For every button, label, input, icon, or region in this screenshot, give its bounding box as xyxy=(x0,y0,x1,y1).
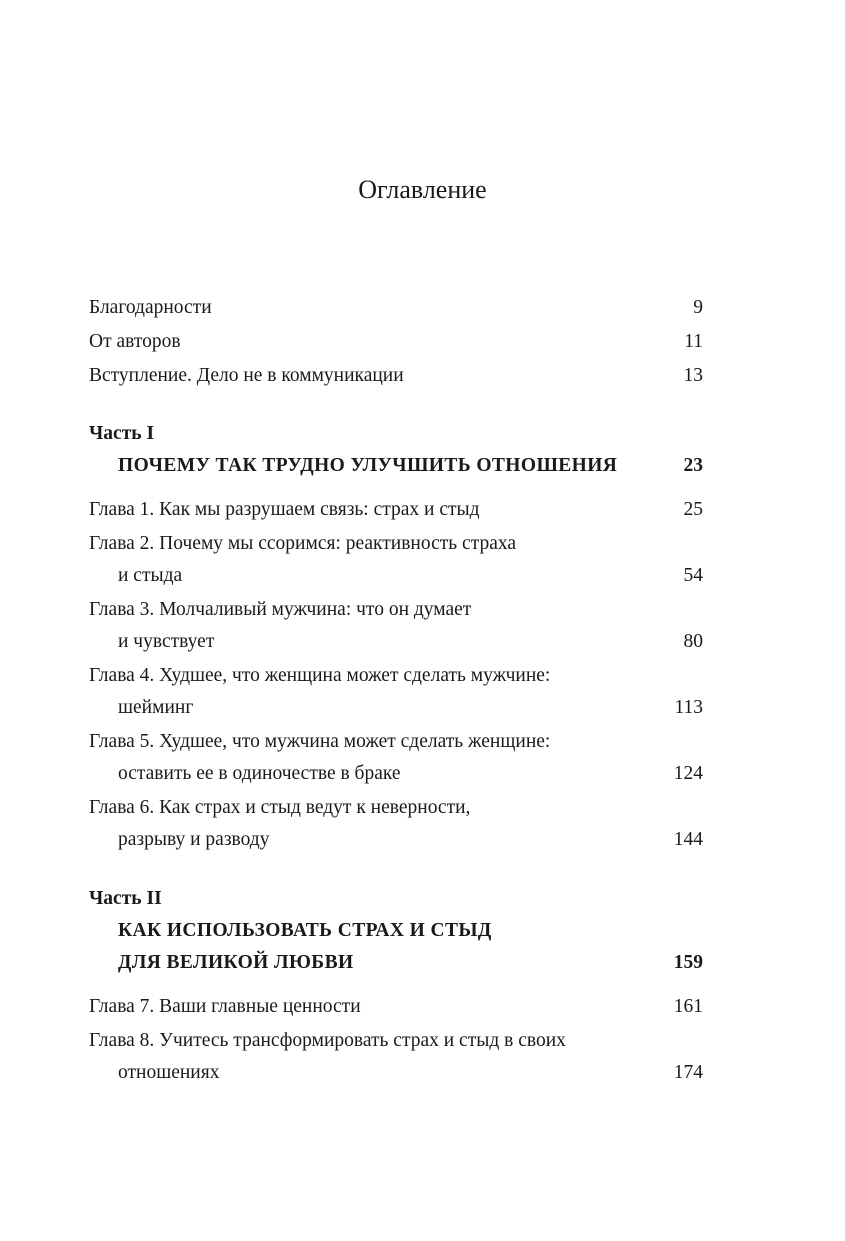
part-label: Часть II xyxy=(89,888,162,909)
chapter-title: Глава 2. Почему мы ссоримся: реактивность страха xyxy=(89,533,517,554)
toc-chapter-3-continued[interactable] xyxy=(89,629,703,655)
page-title: Оглавление xyxy=(358,175,487,204)
toc-entry-label: Благодарности xyxy=(89,297,212,318)
chapter-title: Глава 5. Худшее, что мужчина может сделать женщине: xyxy=(89,731,551,752)
toc-chapter-6[interactable] xyxy=(89,795,703,821)
part-2-label xyxy=(89,886,703,912)
chapter-page: 144 xyxy=(673,829,703,850)
toc-chapter-6-continued[interactable] xyxy=(89,827,703,853)
toc-chapter-5[interactable] xyxy=(89,729,703,755)
toc-part-2-heading[interactable] xyxy=(89,918,703,944)
part-page: 23 xyxy=(683,455,703,476)
part-1-label xyxy=(89,421,703,447)
chapter-page: 174 xyxy=(673,1062,703,1083)
chapter-title-continued: разрыву и разводу xyxy=(118,829,270,850)
toc-chapter-8-continued[interactable] xyxy=(89,1060,703,1086)
toc-part-1-heading[interactable] xyxy=(89,453,703,479)
chapter-title-continued: оставить ее в одиночестве в браке xyxy=(118,763,401,784)
toc-entry-from-authors[interactable] xyxy=(89,329,703,355)
chapter-page: 113 xyxy=(674,697,703,718)
toc-entry-page: 9 xyxy=(693,297,703,318)
toc-entry-label: От авторов xyxy=(89,331,181,352)
toc-entry-introduction[interactable] xyxy=(89,363,703,389)
chapter-page: 124 xyxy=(673,763,703,784)
chapter-title-continued: и чувствует xyxy=(118,631,215,652)
toc-chapter-3[interactable] xyxy=(89,597,703,623)
toc-chapter-4[interactable] xyxy=(89,663,703,689)
chapter-page: 161 xyxy=(673,996,703,1017)
toc-entry-label: Вступление. Дело не в коммуникации xyxy=(89,365,404,386)
chapter-title: Глава 3. Молчаливый мужчина: что он думает xyxy=(89,599,472,620)
part-page: 159 xyxy=(673,952,703,973)
chapter-title: Глава 8. Учитесь трансформировать страх и стыд в своих xyxy=(89,1030,566,1051)
toc-entry-acknowledgements[interactable] xyxy=(89,295,703,321)
chapter-title: Глава 6. Как страх и стыд ведут к неверности, xyxy=(89,797,471,818)
toc-chapter-4-continued[interactable] xyxy=(89,695,703,721)
chapter-title-continued: шейминг xyxy=(118,697,194,718)
toc-chapter-7[interactable] xyxy=(89,994,703,1020)
part-title: КАК ИСПОЛЬЗОВАТЬ СТРАХ И СТЫД xyxy=(118,920,492,941)
part-title: ПОЧЕМУ ТАК ТРУДНО УЛУЧШИТЬ ОТНОШЕНИЯ xyxy=(118,455,618,476)
chapter-title: Глава 1. Как мы разрушаем связь: страх и стыд xyxy=(89,499,480,520)
toc-chapter-5-continued[interactable] xyxy=(89,761,703,787)
toc-part-2-heading-continued[interactable] xyxy=(89,950,703,976)
toc-chapter-8[interactable] xyxy=(89,1028,703,1054)
toc-chapter-2[interactable] xyxy=(89,531,703,557)
part-title-continued: ДЛЯ ВЕЛИКОЙ ЛЮБВИ xyxy=(118,952,354,973)
toc-chapter-1[interactable] xyxy=(89,497,703,523)
chapter-page: 25 xyxy=(683,499,703,520)
toc-chapter-2-continued[interactable] xyxy=(89,563,703,589)
toc-entry-page: 13 xyxy=(683,365,703,386)
chapter-title: Глава 7. Ваши главные ценности xyxy=(89,996,361,1017)
chapter-title-continued: отношениях xyxy=(118,1062,220,1083)
chapter-page: 80 xyxy=(683,631,703,652)
chapter-title: Глава 4. Худшее, что женщина может сделать мужчине: xyxy=(89,665,551,686)
part-label: Часть I xyxy=(89,423,155,444)
chapter-page: 54 xyxy=(683,565,703,586)
toc-entry-page: 11 xyxy=(684,331,703,352)
chapter-title-continued: и стыда xyxy=(118,565,183,586)
